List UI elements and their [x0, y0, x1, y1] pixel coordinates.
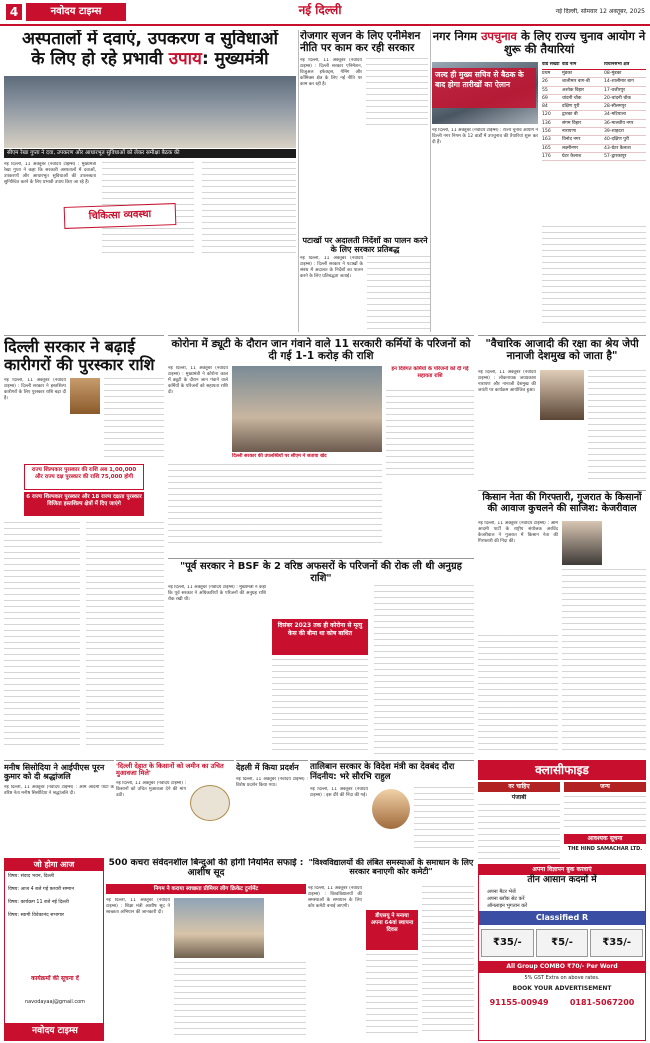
story-text-lines [366, 954, 418, 1036]
steps-list [479, 889, 645, 910]
ward-cell: दक्षिण पुरी [562, 104, 580, 110]
headline: रोजगार सृजन के लिए एनीमेशन नीति पर काम कर रही सरकार [300, 30, 421, 55]
classified-ads [564, 796, 646, 832]
story-artisans [4, 335, 164, 755]
ward-row [542, 128, 646, 136]
ward-cell: विनोद नगर [562, 137, 581, 143]
ward-cell: 28-सीलमपुर [604, 104, 627, 110]
ward-cell: 176 [542, 153, 551, 159]
col-header: वार्ड नाम [562, 62, 577, 67]
story-text-lines [104, 378, 164, 458]
ward-cell: शालीमार बाग-बी [562, 79, 590, 85]
headline: दिल्ली सरकार ने बढ़ाई कारीगरों की पुरस्कार राशि [4, 337, 155, 375]
ward-cell: 120 [542, 112, 551, 118]
story-body: नई दिल्ली, 11 अक्तूबर (नवोदय टाइम्स) : शिक्षा मंत्री आशीष सूद ने स्वच्छता अभियान की जानकारी दी। [106, 898, 170, 915]
photo-caption: दिल्ली सरकार की उपलब्धियों पर सीएम ने जताया खेद [232, 454, 327, 459]
story-body: नई दिल्ली, 11 अक्तूबर (नवोदय टाइम्स) : दिल्ली सरकार ने पटाखों के संबंध में अदालत के निर्देशों का पालन करने के लिए प्रतिबद्धता जताई। [300, 256, 363, 279]
ceremony-photo [232, 366, 382, 452]
phone-row [479, 995, 645, 1011]
overlay-label: चिकित्सा व्यवस्था [64, 203, 177, 229]
story-animation-policy [300, 30, 428, 266]
ward-cell: प्रथम [542, 71, 551, 76]
headline-red: उपाय [168, 48, 202, 69]
headline: देहली में किया प्रदर्शन [236, 763, 299, 772]
story-body: नई दिल्ली, 11 अक्तूबर (नवोदय टाइम्स) : मुख्यमंत्री ने कहा कि पूर्व सरकार ने अधिकारियों के परिजनों की अनुग्रह राशि रोक रखी थी। [168, 585, 266, 602]
brand-banner: Classified R [479, 911, 645, 925]
story-protest [236, 760, 308, 855]
step-item: अपना मैटर भेजें [487, 889, 516, 895]
fact-box-red: 6 राज्य शिल्पकार पुरस्कार और 18 राज्य दक्षता पुरस्कार विजिता हस्तशिल्प क्षेत्रों में दिए जाएंगे [24, 492, 144, 516]
events-note-title: कार्यक्रमों की सूचना दें [31, 975, 79, 982]
story-text-lines [588, 370, 646, 484]
phone-1[interactable]: 91155-00949 [489, 997, 549, 1007]
story-text-lines [168, 464, 382, 548]
story-text-lines [542, 226, 646, 328]
headline: पटाखों पर अदालती निर्देशों का पालन करने के लिए सरकार प्रतिबद्ध [302, 236, 428, 255]
sidebar-title: इन दिवंगत कर्मियों के परिजनों को दी गई सहायता राशि [391, 366, 469, 379]
ward-cell: 136 [542, 120, 551, 126]
ward-row [542, 145, 646, 153]
story-body: नई दिल्ली, 11 अक्तूबर (नवोदय टाइम्स) : किसानों को उचित मुआवजा देने की मांग उठी। [116, 781, 186, 798]
ward-cell: 36-मालवीय नगर [604, 120, 634, 126]
story-text-lines [86, 522, 164, 750]
ward-table-header [542, 62, 646, 70]
headline: 500 कचरा संवेदनशील बिन्दुओं की होगी नियमित सफाई : आशीष सूद [108, 858, 304, 879]
ward-cell: 165 [542, 145, 551, 151]
city-label: नई दिल्ली [298, 3, 342, 17]
story-cleanliness [106, 858, 306, 1041]
story-text-lines [4, 522, 80, 750]
ward-row [542, 70, 646, 78]
ward-cell: 08-मुंडका [604, 71, 622, 76]
ward-cell: 40-दक्षिण पुरी [604, 137, 629, 143]
story-text-lines [478, 635, 558, 755]
story-hospitals [4, 30, 296, 260]
ward-cell: 39-शाहदरा [604, 129, 624, 135]
story-body: नई दिल्ली, 11 अक्तूबर (नवोदय टाइम्स) : मुख्यमंत्री रेखा गुप्ता ने कहा कि सरकारी अस्पतालों में दवाओं, उपकरणों और आधारभूत सुविधाओं की उपलब्धता सुनिश्चित करने के लिए प्रभावी उपाय किए जा रहे हैं। [4, 162, 96, 185]
headline: "पूर्व सरकार ने BSF के 2 वरिष्ठ अफसरों के परिजनों की रोक ली थी अनुग्रह राशि" [180, 561, 462, 584]
company-name: THE HIND SAMACHAR LTD. [567, 846, 643, 852]
ad-box-title: अपना विज्ञापन बुक करवाएं [479, 865, 645, 875]
tab-other: जन्य [564, 782, 646, 792]
ward-cell: चांदनी चौक [562, 95, 582, 101]
ward-row [542, 120, 646, 128]
headline: 'दिल्ली देहात के किसानों को जमीन का उचित मुआवजा मिले' [116, 762, 224, 778]
price-tile: ₹35/- [590, 929, 643, 957]
story-body: नई दिल्ली, 11 अक्तूबर (नवोदय टाइम्स) : राज्य चुनाव आयोग ने दिल्ली नगर निगम के 12 वार्डों में उपचुनाव की तैयारियां शुरू कर दी हैं। [432, 128, 538, 145]
story-text-lines [374, 585, 474, 755]
price-tile: ₹5/- [536, 929, 589, 957]
headline-part-b: के लिए राज्य चुनाव आयोग ने शुरू की तैयारियां [503, 30, 646, 57]
story-taliban [310, 760, 474, 855]
event-item: विषय: आज 4 बजे गई फ़रवरी सम्मान [8, 887, 75, 892]
story-body: नई दिल्ली, 11 अक्तूबर (नवोदय टाइम्स) : विश्वविद्यालयों की समस्याओं के समाधान के लिए कोर कमेटी बनाई जाएगी। [308, 886, 362, 909]
sub-right: आवश्यक सूचना [564, 834, 646, 844]
ward-cell: 163 [542, 137, 551, 143]
sidebar-list [386, 390, 474, 480]
headline: "वैचारिक आजादी की रक्षा का श्रेय जेपी नानाजी देशमुख को जाता है" [485, 338, 639, 363]
story-body: नई दिल्ली, 11 अक्तूबर (नवोदय टाइम्स) : आम आदमी पार्टी के वरिष्ठ नेता मनीष सिसोदिया ने श्रद्धांजलि दी। [4, 785, 114, 796]
story-firecrackers [300, 236, 430, 331]
red-bar: निगम ने कराया स्वच्छता प्रीमियर लीग क्रिकेट टूर्नामेंट [106, 884, 306, 894]
event-item: विषय: संवाद भवन, दिल्ली [8, 874, 55, 879]
classifieds-header: क्लासीफाइड [478, 760, 646, 780]
story-text-lines [366, 58, 428, 128]
story-corona-compensation [168, 335, 474, 555]
pull-quote: जल्द ही मुख्य सचिव से बैठक के बाद होगा तारीखों का ऐलान [432, 68, 536, 108]
ward-cell: 57-द्वारकापुर [604, 153, 627, 159]
ward-cell: 20-चांदनी चौक [604, 95, 631, 101]
story-body: नई दिल्ली, 11 अक्तूबर (नवोदय टाइम्स) : विरोध प्रदर्शन किया गया। [236, 777, 308, 788]
story-sisodia [4, 760, 114, 855]
phone-2[interactable]: 0181-5067200 [569, 997, 635, 1007]
ward-cell: नारायणा [562, 129, 576, 135]
tab-wanted: वर चाहिए [478, 782, 560, 792]
story-text-lines [422, 886, 474, 1036]
page-number: 4 [6, 4, 22, 20]
date-line: नई दिल्ली, सोमवार 12 अक्तूबर, 2025 [555, 8, 645, 15]
story-mcd-bypoll [432, 30, 646, 332]
ward-cell: 43-ग्रेटर कैलाश [604, 145, 631, 151]
headline: कोरोना में ड्यूटी के दौरान जान गंवाने वाले 11 सरकारी कर्मियों के परिजनों को दी गई 1-1 करोड़ की राशि [171, 338, 471, 363]
step-item: ऑनलाइन भुगतान करें [487, 903, 528, 909]
ad-box-sub: तीन आसान कदमों में [527, 875, 597, 885]
story-body: नई दिल्ली, 11 अक्तूबर (नवोदय टाइम्स) : दिल्ली सरकार ने हस्तशिल्प कारीगरों के लिए पुरस्कार राशि बढ़ा दी है। [4, 378, 66, 401]
classifieds-section [478, 760, 646, 1041]
story-body: नई दिल्ली, 11 अक्तूबर (नवोदय टाइम्स) : मुख्यमंत्री ने कोरोना काल में ड्यूटी के दौरान जान गंवाने वाले कर्मियों के परिजनों को सहायता राशि दी। [168, 366, 228, 395]
footer-logo: नवोदय टाइम्स [5, 1023, 104, 1040]
ward-cell: संगम विहार [562, 120, 582, 126]
sub-left: पंजाबी [511, 794, 527, 801]
headline-line-2b: : मुख्यमंत्री [201, 48, 269, 69]
ward-cell: 84 [542, 104, 548, 110]
events-today-box [4, 858, 104, 1041]
ward-row [542, 78, 646, 86]
story-bsf [168, 558, 474, 758]
headline [432, 30, 646, 56]
headline: "विश्वविद्यालयों की लंबित समस्याओं के समाधान के लिए सरकार बनाएगी कोर कमेटी" [308, 858, 474, 877]
headline-red: उपचुनाव [481, 30, 517, 43]
event-photo [174, 898, 264, 958]
highlight-box: दिसंबर 2023 तक ही कोरोना से मृत्यु केस की बीमा था कोष बाधित [272, 619, 368, 655]
story-text-lines [174, 962, 306, 1038]
ward-cell: अशोक विहार [562, 87, 585, 93]
story-kejriwal [478, 490, 646, 758]
story-university [308, 858, 474, 1041]
ward-cell: लक्ष्मीनगर [562, 145, 579, 151]
ward-row [542, 87, 646, 95]
logo-badge [190, 785, 230, 821]
meeting-photo [4, 76, 296, 148]
event-item: विषय: कार्यक्रम 11 बजे नई दिल्ली [8, 900, 69, 905]
headline [4, 30, 296, 69]
portrait-photo [70, 378, 100, 414]
ward-table [542, 62, 646, 222]
headline: मनीष सिसोदिया ने आईपीएस पूरन कुमार को दी श्रद्धांजलि [4, 763, 105, 782]
ward-cell: द्वारका बी [562, 112, 578, 118]
ward-cell: 156 [542, 129, 551, 135]
events-list [5, 871, 103, 927]
combo-sub: 5% GST Extra on above rates. [524, 975, 600, 981]
ward-table-body [542, 70, 646, 161]
ward-row [542, 103, 646, 111]
story-text-lines [202, 162, 296, 258]
events-title: जो होगा आज [5, 859, 103, 871]
story-text-lines [562, 569, 646, 755]
ward-cell: मुंडका [562, 71, 572, 76]
masthead [0, 0, 650, 26]
story-farmers-compensation [116, 760, 234, 855]
combo-banner: All Group COMBO ₹70/- Per Word [479, 961, 645, 973]
ward-cell: 14-शालीमार बाग [604, 79, 634, 85]
story-body: नई दिल्ली, 11 अक्तूबर (नवोदय टाइम्स) : आम आदमी पार्टी के राष्ट्रीय संयोजक अरविंद केजरीवाल ने गुजरात में किसान नेता की गिरफ्तारी की निंदा की। [478, 521, 558, 544]
photo-caption: सीएम रेखा गुप्ता ने दवा, उपकरण और आधारभूत सुविधाओं को लेकर समीक्षा बैठक की [4, 149, 296, 158]
ward-cell: 55 [542, 87, 548, 93]
highlight-box: डीएसयू ने मनाया अपना 64वां स्थापना दिवस [366, 910, 418, 950]
book-label: BOOK YOUR ADVERTISEMENT [512, 985, 612, 992]
ward-cell: 69 [542, 95, 548, 101]
ward-cell: 17-वजीरपुर [604, 87, 626, 93]
story-body: नई दिल्ली, 11 अक्तूबर (नवोदय टाइम्स) : इस दौरे की निंदा की गई। [310, 787, 368, 798]
price-tile: ₹35/- [481, 929, 534, 957]
ad-booking-box [478, 864, 646, 1041]
ward-cell: 34-मटियाला [604, 112, 626, 118]
headline-line-1: अस्पतालों में दवाएं, उपकरण व सुविधाओं [21, 30, 279, 49]
story-text-lines [414, 787, 474, 853]
story-jp-nanaji [478, 335, 646, 487]
ward-row [542, 136, 646, 144]
story-body: नई दिल्ली, 11 अक्तूबर (नवोदय टाइम्स) : लोकनायक जयप्रकाश नारायण और नानाजी देशमुख की जयंती पर कार्यक्रम आयोजित हुआ। [478, 370, 536, 393]
price-row [481, 929, 643, 957]
headline: किसान नेता की गिरफ्तारी, गुजरात के किसानों की आवाज कुचलने की साजिश: केजरीवाल [482, 492, 642, 514]
ward-row [542, 95, 646, 103]
portrait-photo [562, 521, 602, 565]
story-body: नई दिल्ली, 11 अक्तूबर (नवोदय टाइम्स) : दिल्ली सरकार एनिमेशन, विजुअल इफेक्ट्स, गेमिंग और कॉमिक्स क्षेत्र के लिए नई नीति पर काम कर रही है। [300, 58, 362, 87]
newspaper-logo: नवोदय टाइम्स [26, 3, 126, 21]
event-item: विषय: स्वामी विवेकानंद सभागार [8, 913, 65, 918]
portrait-photo [540, 370, 584, 420]
col-header: वार्ड संख्या [542, 62, 560, 67]
fact-box: राज्य शिल्पकार पुरस्कार की राशि अब 1,00,000 और राज्य दक्ष पुरस्कार की राशि 75,000 होगी [24, 464, 144, 490]
col-header: विधानसभा क्षेत्र [604, 62, 630, 67]
ward-cell: 26 [542, 79, 548, 85]
portrait-photo [372, 789, 410, 829]
headline-line-2: के लिए हो रहे प्रभावी [31, 48, 169, 69]
headline-part-a: नगर निगम [432, 30, 482, 43]
story-text-lines [367, 256, 430, 331]
ward-row [542, 111, 646, 119]
step-item: अपना ब्लॉक सेट करें [487, 896, 525, 902]
ward-row [542, 153, 646, 161]
headline: तालिबान सरकार के विदेश मंत्री का देवबंद दौरा निंदनीय: भरे सौरभि राहुल [310, 762, 455, 782]
events-email: navodayaaj@gmail.com [24, 999, 86, 1005]
story-text-lines [272, 659, 368, 755]
classified-ads [478, 804, 560, 860]
ward-cell: ग्रेटर कैलाश [562, 153, 582, 159]
